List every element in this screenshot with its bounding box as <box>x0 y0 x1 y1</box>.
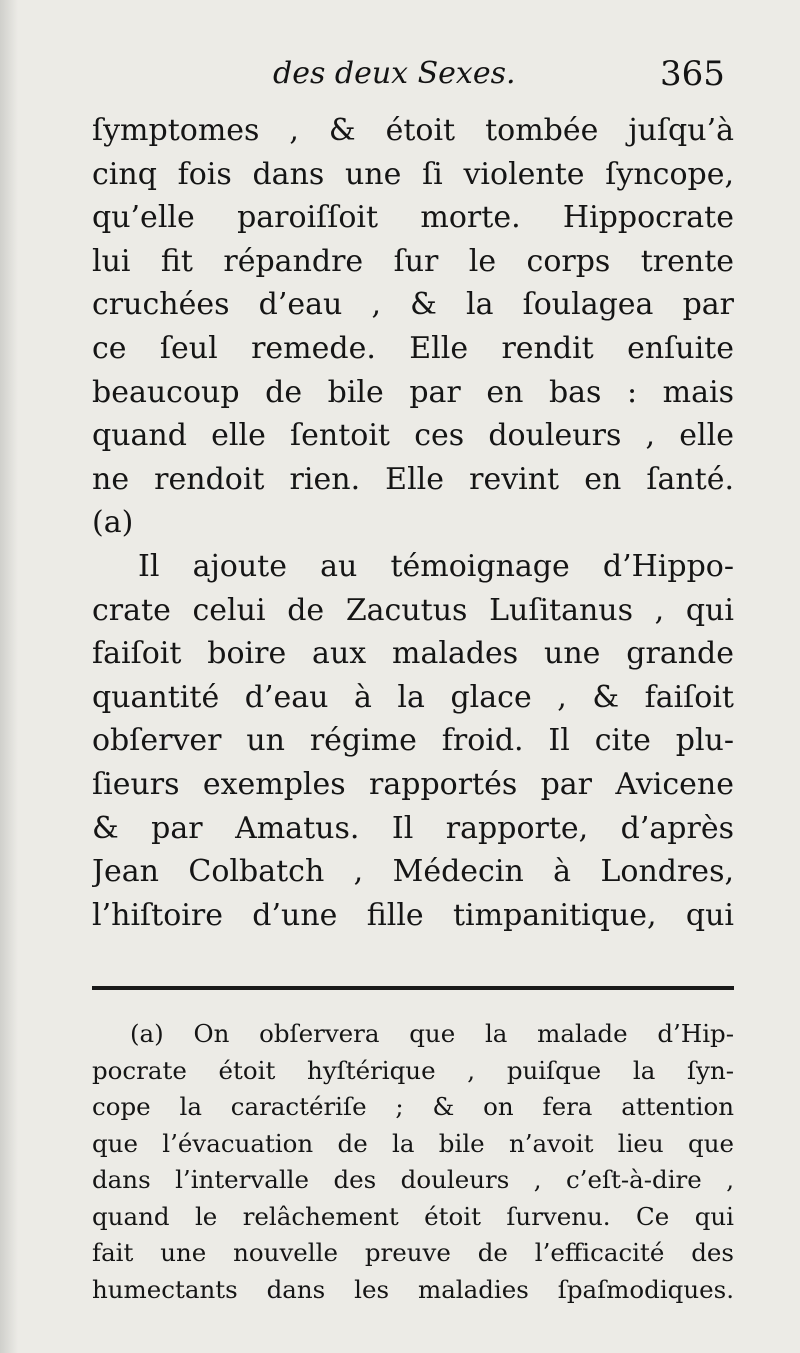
text-line: obſerver un régime froid. Il cite plu- <box>92 723 734 759</box>
footnote-line: quand le relâchement étoit ſurvenu. Ce qui <box>92 1201 734 1231</box>
footnote-line: cope la caractériſe ; & on fera attention <box>92 1092 734 1121</box>
text-line: lui fit répandre ſur le corps trente <box>92 243 734 279</box>
footnote-line: que l’évacuation de la bile n’avoit lieu que <box>92 1128 734 1158</box>
text-line: ſieurs exemples rapportés par Avicene <box>92 766 734 802</box>
footnote-line: (a) On obſervera que la malade d’Hip- <box>130 1019 734 1048</box>
text-line: faiſoit boire aux malades une grande <box>92 636 734 672</box>
footnote-reference: (a) <box>92 505 134 541</box>
running-title: des deux Sexes. <box>273 56 516 91</box>
text-line: qu’elle paroiſſoit morte. Hippocrate <box>92 200 734 236</box>
footnote-rule <box>92 986 734 990</box>
binding-shadow <box>0 0 18 1353</box>
text-line: quantité d’eau à la glace , & faiſoit <box>92 679 734 715</box>
text-line: quand elle ſentoit ces douleurs , elle <box>92 418 734 454</box>
page-number: 365 <box>660 54 725 94</box>
text-line: ce ſeul remede. Elle rendit enſuite <box>92 330 734 366</box>
footnote <box>92 1016 734 1308</box>
footnote-line: dans l’intervalle des douleurs , c’eſt-à-dire , <box>92 1165 734 1194</box>
text-line: ne rendoit rien. Elle revint en ſanté. <box>92 461 734 497</box>
text-line: Jean Colbatch , Médecin à Londres, <box>92 854 734 890</box>
text-line: Il ajoute au témoignage d’Hippo- <box>138 548 734 584</box>
text-line: & par Amatus. Il rapporte, d’après <box>92 810 734 846</box>
text-line: ſymptomes , & étoit tombée juſqu’à <box>92 113 734 148</box>
text-line: cruchées d’eau , & la ſoulagea par <box>92 287 734 323</box>
main-text <box>92 109 734 937</box>
text-line: cinq fois dans une ſi violente ſyncope, <box>92 156 734 192</box>
text-line: crate celui de Zacutus Luſitanus , qui <box>92 592 734 628</box>
text-line: l’hiſtoire d’une fille timpanitique, qui <box>92 897 734 933</box>
text-line: beaucoup de bile par en bas : mais <box>92 374 734 410</box>
footnote-line: humectants dans les maladies ſpaſmodiques. <box>92 1274 734 1304</box>
page-header <box>0 44 800 104</box>
footnote-line: fait une nouvelle preuve de l’efficacité des <box>92 1238 734 1267</box>
footnote-line: pocrate étoit hyſtérique , puiſque la ſyn- <box>92 1055 734 1085</box>
